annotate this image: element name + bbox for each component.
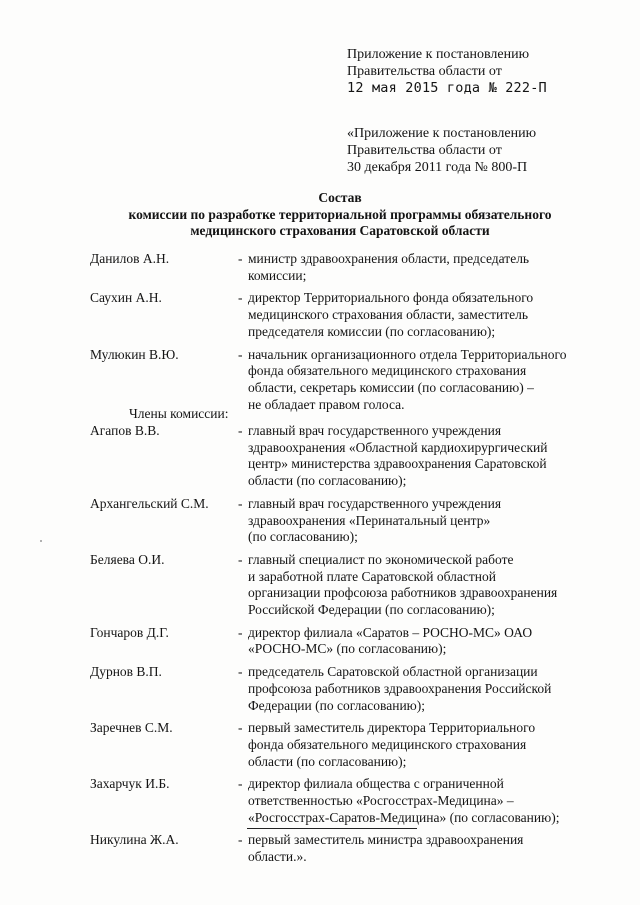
dash: - [238, 776, 243, 792]
role-line: (по согласованию); [248, 529, 358, 545]
dash: - [238, 624, 243, 640]
role-line: фонда обязательного медицинского страхования [248, 363, 527, 379]
member-role [248, 720, 588, 770]
original-appendix-line-3: 30 декабря 2011 года № 800-П [347, 160, 528, 175]
member-role [248, 347, 588, 414]
list-item [90, 552, 590, 619]
title-line-1: Состав [318, 190, 362, 205]
original-appendix-line-2: Правительства области от [347, 143, 502, 158]
member-name: Архангельский С.М. [90, 495, 209, 511]
list-item [90, 625, 590, 658]
role-line: директор Территориального фонда обязательного [248, 290, 534, 306]
dash: - [238, 423, 243, 438]
closing-divider [247, 828, 417, 829]
member-name: Захарчук И.Б. [90, 776, 170, 792]
member-role [248, 552, 588, 619]
original-appendix-line-1: «Приложение к постановлению [347, 126, 537, 141]
role-line: области, секретарь комиссии (по согласованию) – [248, 379, 534, 395]
list-item [90, 832, 590, 865]
role-line: первый заместитель министра здравоохранения [248, 832, 524, 848]
members-list [90, 423, 590, 866]
member-name: Гончаров Д.Г. [90, 624, 169, 640]
role-line: фонда обязательного медицинского страхования [248, 736, 527, 752]
role-line: министр здравоохранения области, председатель [248, 251, 530, 266]
role-line: не обладает правом голоса. [248, 396, 405, 412]
list-item [90, 720, 590, 770]
member-name: Никулина Ж.А. [90, 832, 179, 848]
member-name: Мулюкин В.Ю. [90, 346, 179, 362]
member-name: Саухин А.Н. [90, 290, 162, 306]
member-role [248, 496, 588, 546]
member-role [248, 251, 588, 284]
list-item [90, 423, 590, 490]
appendix-header-line-1: Приложение к постановлению [347, 47, 530, 62]
role-line: начальник организационного отдела Территориального [248, 346, 567, 362]
role-line: «Росгосстрах-Саратов-Медицина» (по согласованию); [248, 809, 560, 825]
list-item [90, 290, 590, 340]
list-item [90, 496, 590, 546]
title-line-2: комиссии по разработке территориальной программы обязательного [128, 206, 552, 222]
member-name: Беляева О.И. [90, 551, 165, 567]
scan-speck [40, 540, 42, 542]
title-line-3: медицинского страхования Саратовской области [190, 223, 490, 238]
role-line: организации профсоюза работников здравоохранения [248, 585, 558, 601]
role-line: главный врач государственного учреждения [248, 423, 502, 438]
member-role [248, 664, 588, 714]
role-line: области (по согласованию); [248, 753, 407, 769]
role-line: директор филиала общества с ограниченной [248, 776, 504, 792]
dash: - [238, 290, 243, 306]
list-item [90, 664, 590, 714]
dash: - [238, 832, 243, 848]
member-role [248, 423, 588, 490]
original-appendix-header [347, 125, 617, 176]
role-line: и заработной плате Саратовской областной [248, 568, 496, 584]
role-line: профсоюза работников здравоохранения Российской [248, 680, 552, 696]
role-line: директор филиала «Саратов – РОСНО-МС» ОАО [248, 624, 533, 640]
role-line: здравоохранения «Областной кардиохирургический [248, 439, 548, 455]
member-role [248, 776, 588, 826]
role-line: области (по согласованию); [248, 473, 407, 489]
member-name: Данилов А.Н. [90, 251, 170, 266]
role-line: Федерации (по согласованию); [248, 697, 426, 713]
list-item [90, 776, 590, 826]
member-name: Агапов В.В. [90, 423, 160, 438]
member-role [248, 625, 588, 658]
role-line: председателя комиссии (по согласованию); [248, 323, 496, 339]
dash: - [238, 495, 243, 511]
member-role [248, 290, 588, 340]
appendix-header-date-stamp: 12 мая 2015 года № 222-П [347, 80, 547, 96]
role-line: Российской Федерации (по согласованию); [248, 602, 495, 618]
role-line: председатель Саратовской областной организации [248, 664, 538, 680]
role-line: главный врач государственного учреждения [248, 495, 502, 511]
role-line: области.». [248, 849, 307, 865]
dash: - [238, 251, 243, 266]
role-line: комиссии; [248, 267, 307, 283]
leaders-list [90, 251, 590, 413]
dash: - [238, 720, 243, 736]
member-name: Дурнов В.П. [90, 664, 162, 680]
dash: - [238, 664, 243, 680]
member-name: Заречнев С.М. [90, 720, 173, 736]
member-role [248, 832, 588, 865]
role-line: ответственностью «Росгосстрах-Медицина» – [248, 793, 514, 809]
role-line: центр» министерства здравоохранения Саратовской [248, 456, 547, 472]
role-line: первый заместитель директора Территориального [248, 720, 536, 736]
role-line: «РОСНО-МС» (по согласованию); [248, 641, 447, 657]
role-line: здравоохранения «Перинатальный центр» [248, 512, 491, 528]
dash: - [238, 551, 243, 567]
role-line: медицинского страхования области, заместитель [248, 307, 529, 323]
appendix-header-line-2: Правительства области от [347, 64, 502, 79]
list-item [90, 251, 590, 284]
appendix-header [347, 46, 617, 97]
role-line: главный специалист по экономической работе [248, 551, 514, 567]
list-item [90, 347, 590, 414]
dash: - [238, 346, 243, 362]
document-title [60, 190, 620, 240]
members-heading: Члены комиссии: [129, 406, 229, 421]
